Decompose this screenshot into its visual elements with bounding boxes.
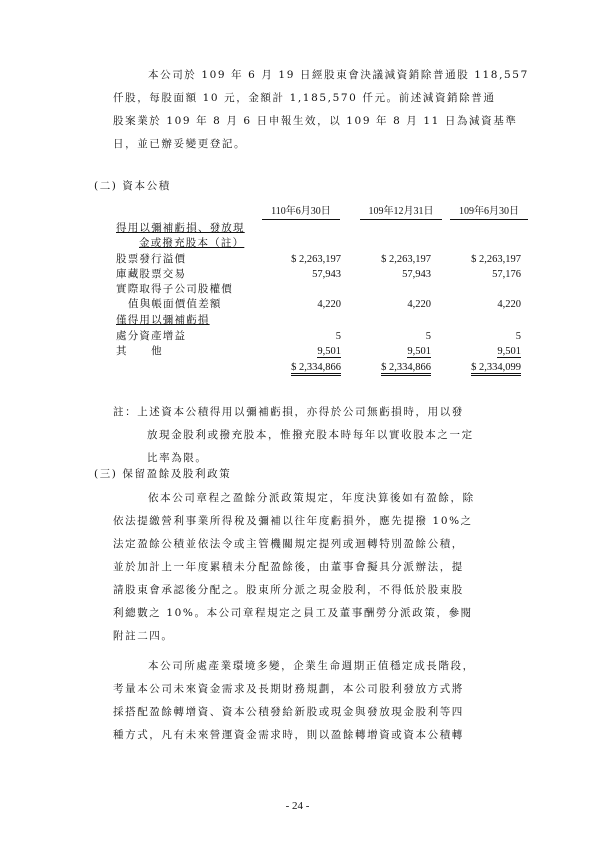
text-line: 請股東會承認後分配之。股東所分派之現金股利，不得低於股東股	[113, 584, 464, 596]
cell-value: 5	[335, 331, 341, 342]
row-label: 值與帳面價值差額	[128, 298, 222, 310]
row-label: 實際取得子公司股權價	[116, 283, 233, 295]
text-line: 依本公司章程之盈餘分派政策規定，年度決算後如有盈餘，除	[148, 492, 475, 504]
cell-value: 57,943	[312, 269, 341, 280]
table-footnote	[113, 401, 493, 470]
cell-value: 9,501	[497, 346, 521, 357]
page-number: - 24 -	[285, 800, 310, 812]
total-value: $ 2,334,866	[291, 362, 341, 376]
group-title: 金或撥充股本（註）	[139, 237, 245, 249]
text-line: 採搭配盈餘轉增資、資本公積發給新股或現金與發放現金股利等四	[113, 706, 464, 718]
text-line: 註：上述資本公積得用以彌補虧損，亦得於公司無虧損時，用以發	[113, 406, 464, 418]
section-heading-retained-earnings: (三) 保留盈餘及股利政策	[94, 468, 232, 480]
text-line: 本公司於 109 年 6 月 19 日經股東會決議減資銷除普通股 118,557	[148, 69, 529, 81]
text-line: 比率為限。	[147, 452, 208, 464]
table-row	[116, 282, 526, 297]
text-line: 法定盈餘公積並依法令或主管機關規定提列或迴轉特別盈餘公積，	[113, 538, 464, 550]
column-header: 109年12月31日	[360, 205, 442, 220]
cell-value: $ 2,263,197	[471, 254, 521, 265]
text-line: 依法提繳營利事業所得稅及彌補以往年度虧損外，應先提撥 10%之	[113, 515, 473, 527]
row-label: 處分資產增益	[116, 330, 187, 342]
text-line: 附註二四。	[113, 630, 174, 642]
text-line: 日，並已辦妥變更登記。	[113, 138, 247, 150]
total-value: $ 2,334,866	[381, 362, 431, 376]
section-heading-capital-surplus: (二) 資本公積	[94, 180, 171, 192]
cell-value: 4,220	[497, 299, 521, 310]
row-label: 庫藏股票交易	[116, 268, 187, 280]
text-line: 並於加計上一年度累積未分配盈餘後，由董事會擬具分派辦法，提	[113, 561, 464, 573]
text-line: 利總數之 10%。本公司章程規定之員工及董事酬勞分派政策，參閱	[113, 607, 473, 619]
text-line: 股案業於 109 年 8 月 6 日申報生效，以 109 年 8 月 11 日為減資基準	[113, 115, 518, 127]
total-row	[116, 360, 526, 377]
text-line: 本公司所處產業環境多變，企業生命週期正值穩定成長階段，	[148, 660, 475, 672]
table-row	[116, 329, 526, 344]
total-value: $ 2,334,099	[471, 362, 521, 376]
cell-value: $ 2,263,197	[381, 254, 431, 265]
cell-value: 4,220	[407, 299, 431, 310]
table-row	[116, 297, 526, 312]
industry-paragraph	[113, 655, 481, 747]
column-header: 109年6月30日	[450, 205, 528, 220]
cell-value: 57,176	[492, 269, 521, 280]
table-row	[116, 252, 526, 267]
group-title: 得用以彌補虧損、發放現	[116, 222, 245, 234]
cell-value: 5	[425, 331, 431, 342]
cell-value: 9,501	[407, 346, 431, 357]
table-row	[116, 267, 526, 282]
row-label: 股票發行溢價	[116, 253, 187, 265]
table-row	[116, 344, 526, 359]
row-label: 其 他	[116, 345, 163, 357]
text-line: 種方式，凡有未來營運資金需求時，則以盈餘轉增資或資本公積轉	[113, 729, 464, 741]
text-line: 考量本公司未來資金需求及長期財務規劃，本公司股利發放方式將	[113, 683, 464, 695]
column-header: 110年6月30日	[262, 205, 340, 220]
intro-paragraph	[113, 64, 529, 156]
cell-value: 4,220	[317, 299, 341, 310]
group-title: 僅得用以彌補虧損	[116, 314, 210, 326]
text-line: 仟股，每股面額 10 元，金額計 1,185,570 仟元。前述減資銷除普通	[113, 92, 496, 104]
cell-value: 9,501	[317, 346, 341, 357]
cell-value: 57,943	[402, 269, 431, 280]
text-line: 放現金股利或撥充股本，惟撥充股本時每年以實收股本之一定	[147, 429, 474, 441]
cell-value: $ 2,263,197	[291, 254, 341, 265]
dividend-policy-paragraph	[113, 487, 481, 648]
cell-value: 5	[515, 331, 521, 342]
